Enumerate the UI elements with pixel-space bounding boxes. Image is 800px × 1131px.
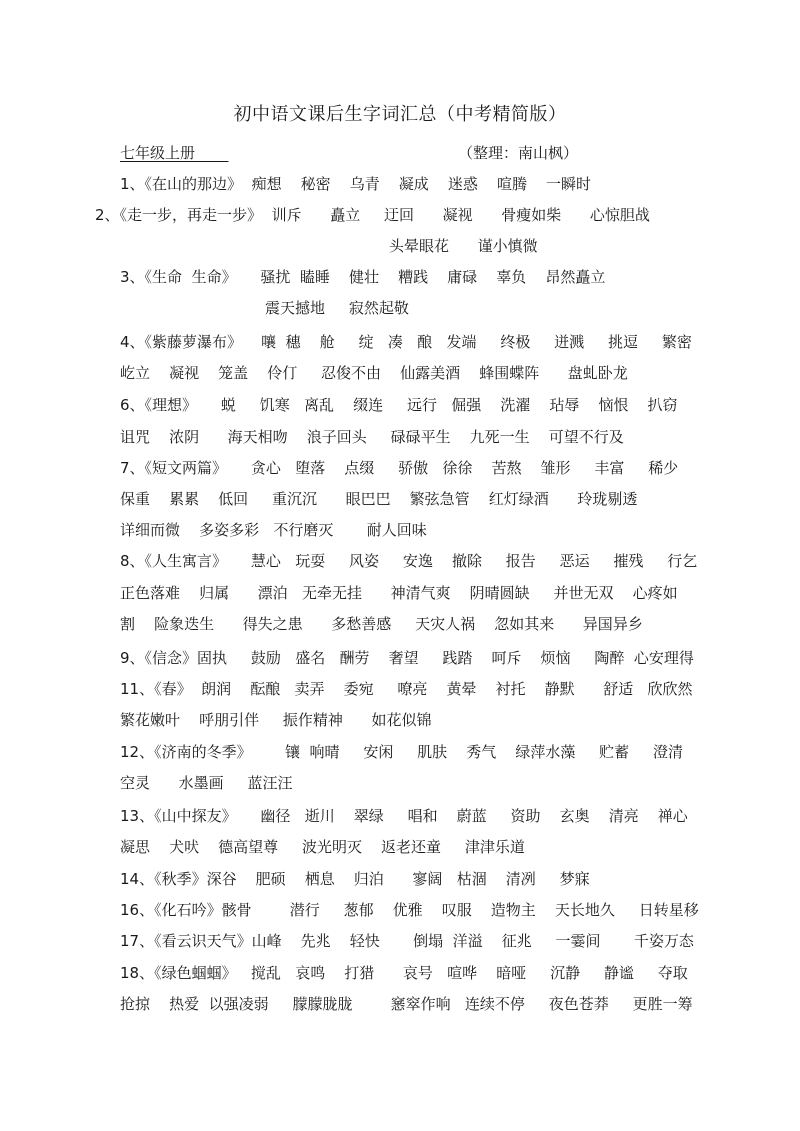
vocab-line: 1、《在山的那边》 痴想 秘密 乌青 凝成 迷惑 喧腾 一瞬时: [120, 175, 592, 193]
vocab-line: 14、《秋季》深谷 肥硕 栖息 归泊 寥阔 枯涸 清冽 梦寐: [120, 870, 590, 888]
vocab-line: 头晕眼花 谨小慎微: [389, 237, 538, 255]
vocab-line: 凝思 犬吠 德高望尊 波光明灭 返老还童 津津乐道: [120, 838, 525, 856]
vocab-line: 17、《看云识天气》山峰 先兆 轻快 倒塌 洋溢 征兆 一霎间 千姿万态: [120, 932, 694, 950]
vocab-line: 13、《山中探友》 幽径 逝川 翠绿 唱和 蔚蓝 资助 玄奥 清亮 禅心: [120, 807, 688, 825]
vocab-line: 9、《信念》固执 鼓励 盛名 酬劳 奢望 践踏 呵斥 烦恼 陶醉 心安理得: [120, 649, 694, 667]
compiler-note: （整理：南山枫）: [458, 144, 579, 162]
page-title: 初中语文课后生字词汇总（中考精简版）: [233, 104, 567, 125]
vocab-line: 抢掠 热爱 以强凌弱 朦朦胧胧 窸窣作响 连续不停 夜色苍莽 更胜一筹: [120, 995, 693, 1013]
vocab-line: 6、《理想》 蜕 饥寒 离乱 缀连 远行 倔强 洗濯 玷辱 恼恨 扒窃: [120, 396, 678, 414]
vocab-line: 繁花嫩叶 呼朋引伴 振作精神 如花似锦: [120, 711, 432, 729]
vocab-line: 12、《济南的冬季》 镶 响晴 安闲 肌肤 秀气 绿萍水藻 贮蓄 澄清: [120, 743, 684, 761]
vocab-line: 正色落难 归属 漂泊 无牵无挂 神清气爽 阴晴圆缺 并世无双 心疼如: [120, 584, 678, 602]
vocab-line: 18、《绿色蝈蝈》 搅乱 哀鸣 打猎 哀号 喧哗 暗哑 沉静 静谧 夺取: [120, 964, 688, 982]
vocab-line: 割 险象迭生 得失之患 多愁善感 天灾人祸 忽如其来 异国异乡: [120, 615, 643, 633]
vocab-line: 空灵 水墨画 蓝汪汪: [120, 774, 293, 792]
vocab-line: 8、《人生寓言》 慧心 玩耍 风姿 安逸 撤除 报告 恶运 摧残 行乞: [120, 552, 698, 570]
vocab-line: 屹立 凝视 笼盖 伶仃 忍俊不由 仙露美酒 蜂围蝶阵 盘虬卧龙: [120, 364, 628, 382]
vocab-line: 7、《短文两篇》 贪心 堕落 点缀 骄傲 徐徐 苦熬 雏形 丰富 稀少: [120, 459, 679, 477]
vocab-line: 16、《化石吟》骸骨 潜行 葱郁 优雅 叹服 造物主 天长地久 日转星移: [120, 901, 699, 919]
vocab-line: 4、《紫藤萝瀑布》 嚷 穗 舱 绽 凑 酿 发端 终极 迸溅 挑逗 繁密: [120, 333, 692, 351]
grade-heading: [120, 142, 228, 163]
vocab-line: 震天撼地 寂然起敬: [265, 299, 409, 317]
vocab-line: 详细而微 多姿多彩 不行磨灭 耐人回味: [120, 521, 427, 539]
vocab-line: 11、《春》 朗润 酝酿 卖弄 委宛 嘹亮 黄晕 衬托 静默 舒适 欣欣然: [120, 680, 693, 698]
vocab-line: 2、《走一步，再走一步》 训斥 矗立 迂回 凝视 骨瘦如柴 心惊胆战: [95, 206, 650, 224]
vocab-line: 3、《生命 生命》 骚扰 瞌睡 健壮 糟践 庸碌 辜负 昂然矗立: [120, 268, 606, 286]
grade-label: 七年级上册: [120, 144, 196, 162]
vocab-line: 保重 累累 低回 重沉沉 眼巴巴 繁弦急管 红灯绿酒 玲珑剔透: [120, 490, 638, 508]
vocab-line: 诅咒 浓阴 海天相吻 浪子回头 碌碌平生 九死一生 可望不行及: [120, 428, 624, 446]
